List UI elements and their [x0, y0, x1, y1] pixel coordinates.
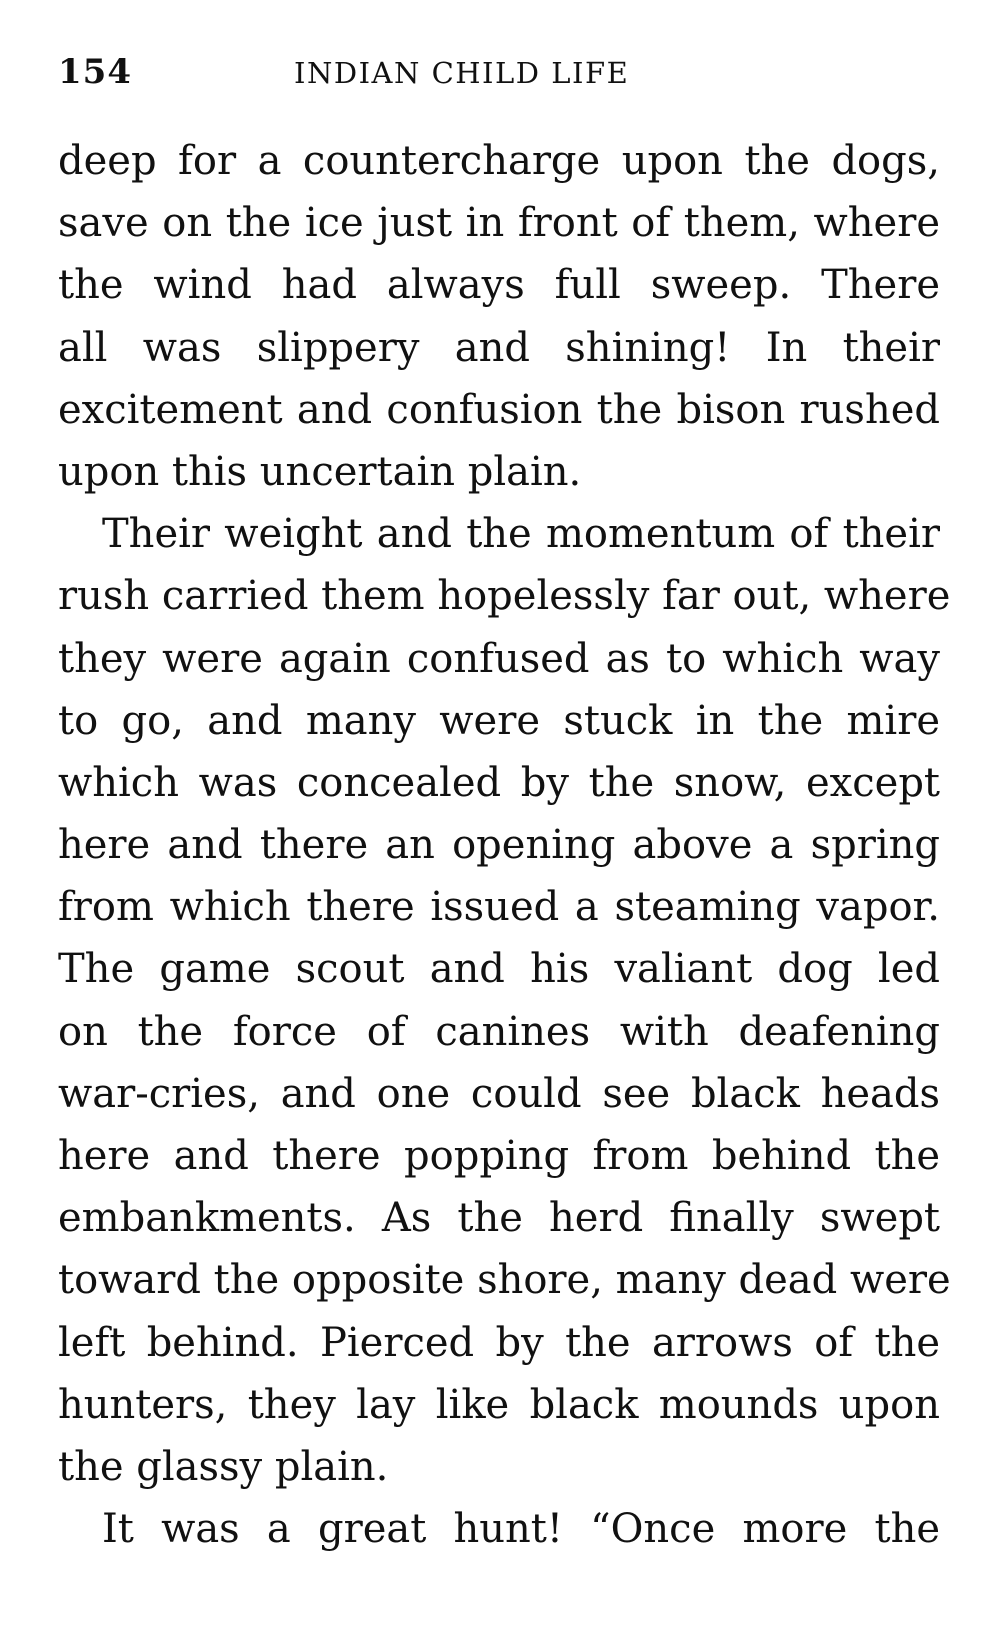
text-line: here and there popping from behind the — [58, 1133, 940, 1179]
text-line: all was slippery and shining! In their — [58, 324, 940, 371]
text-line: to go, and many were stuck in the mire — [58, 697, 940, 744]
running-head: INDIAN CHILD LIFE — [294, 56, 630, 90]
text-line: the wind had always full sweep. There — [58, 262, 940, 309]
text-line: war-cries, and one could see black heads — [58, 1070, 940, 1117]
text-line: here and there an opening above a spring — [58, 822, 940, 869]
text-line: rush carried them hopelessly far out, where — [58, 573, 951, 620]
text-line: from which there issued a steaming vapor. — [58, 884, 940, 931]
text-line: excitement and confusion the bison rushed — [58, 386, 940, 433]
body-text — [58, 130, 951, 1560]
text-line: the glassy plain. — [58, 1443, 389, 1490]
text-line: deep for a countercharge upon the dogs, — [58, 138, 940, 184]
text-line: Their weight and the momentum of their — [102, 511, 940, 558]
text-line: save on the ice just in front of them, where — [58, 200, 940, 247]
text-line: left behind. Pierced by the arrows of the — [58, 1319, 940, 1366]
text-line: on the force of canines with deafening — [58, 1008, 940, 1055]
text-line: upon this uncertain plain. — [58, 448, 582, 495]
text-line: It was a great hunt! “Once more the — [102, 1506, 940, 1553]
page-header — [58, 52, 938, 102]
text-line: embankments. As the herd finally swept — [58, 1195, 940, 1242]
text-line: which was concealed by the snow, except — [58, 759, 940, 806]
text-line: they were again confused as to which way — [58, 635, 940, 682]
text-line: hunters, they lay like black mounds upon — [58, 1381, 940, 1428]
text-line: toward the opposite shore, many dead were — [58, 1257, 951, 1304]
page-number: 154 — [58, 52, 132, 92]
text-line: The game scout and his valiant dog led — [58, 946, 940, 993]
